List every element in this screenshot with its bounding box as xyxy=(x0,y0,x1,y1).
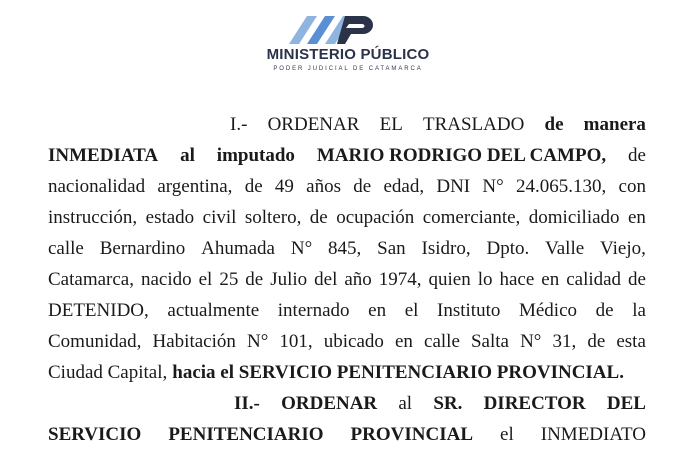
word: quien xyxy=(428,269,471,290)
word: del xyxy=(314,269,338,290)
word: II.- xyxy=(234,393,260,414)
word: Instituto xyxy=(437,300,501,321)
word: Julio xyxy=(270,269,308,290)
word: PENITENCIARIO xyxy=(168,424,324,445)
word: internado xyxy=(277,300,350,321)
word: 1974, xyxy=(378,269,422,290)
word: instrucción, xyxy=(48,207,138,228)
word: manera xyxy=(583,114,646,135)
word: Isidro, xyxy=(421,238,471,259)
paragraph-line xyxy=(48,388,646,419)
word: Habitación xyxy=(152,331,236,352)
word: hace xyxy=(499,269,535,290)
word: comerciante, xyxy=(422,207,521,228)
word: años xyxy=(306,176,341,197)
word: la xyxy=(632,300,646,321)
word: DETENIDO, xyxy=(48,300,149,321)
word: Ahumada xyxy=(201,238,275,259)
document-body xyxy=(48,109,646,450)
word: calle xyxy=(424,331,460,352)
word: N° xyxy=(520,331,542,352)
word: San xyxy=(377,238,406,259)
ministerio-publico-logo xyxy=(287,12,377,46)
word: estado xyxy=(145,207,195,228)
word: de xyxy=(544,114,564,135)
word: Ciudad Capital, xyxy=(48,362,168,383)
word: Comunidad, xyxy=(48,331,142,352)
word: 31, xyxy=(552,331,577,352)
word: Valle xyxy=(545,238,585,259)
word: el xyxy=(404,300,419,321)
word: INMEDIATA xyxy=(48,145,159,166)
word: Salta xyxy=(470,331,509,352)
word: actualmente xyxy=(167,300,260,321)
word: TRASLADO xyxy=(422,114,525,135)
word: DEL xyxy=(606,393,646,414)
word: Dpto. xyxy=(486,238,530,259)
word: EL xyxy=(379,114,403,135)
word: DIRECTOR xyxy=(483,393,586,414)
word: de xyxy=(628,145,646,166)
word: imputado xyxy=(216,145,295,166)
word: el xyxy=(198,269,213,290)
word: de xyxy=(587,331,606,352)
word: al xyxy=(398,393,413,414)
word: domiciliado xyxy=(528,207,620,228)
paragraph-line xyxy=(48,233,646,264)
word: argentina, xyxy=(157,176,233,197)
paragraph-line xyxy=(48,264,646,295)
org-name: MINISTERIO PÚBLICO xyxy=(266,46,430,63)
paragraph-line xyxy=(48,202,646,233)
word: al xyxy=(180,145,195,166)
paragraph-line xyxy=(48,171,646,202)
word: I.- xyxy=(230,114,248,135)
word: SR. xyxy=(433,393,463,414)
word: de xyxy=(353,176,372,197)
word: ORDENAR xyxy=(281,393,378,414)
word: de xyxy=(595,300,614,321)
word: en xyxy=(627,207,646,228)
word: ubicado xyxy=(323,331,384,352)
paragraph-line xyxy=(48,357,646,388)
word: calidad xyxy=(566,269,622,290)
word: N° xyxy=(290,238,313,259)
paragraph-line xyxy=(48,109,646,140)
word: de xyxy=(309,207,328,228)
paragraph-line xyxy=(48,140,646,171)
word: Catamarca, xyxy=(48,269,134,290)
word: con xyxy=(618,176,646,197)
word: nacionalidad xyxy=(48,176,146,197)
word: de xyxy=(245,269,264,290)
word: N° xyxy=(482,176,504,197)
word: nacido xyxy=(140,269,192,290)
word: de xyxy=(244,176,263,197)
word: Bernardino xyxy=(99,238,186,259)
word: 49 xyxy=(274,176,294,197)
word: 25 xyxy=(219,269,239,290)
word: N° xyxy=(246,331,269,352)
word: civil xyxy=(202,207,237,228)
word: Médico xyxy=(518,300,578,321)
word: PROVINCIAL xyxy=(350,424,473,445)
word: 24.065.130, xyxy=(516,176,607,197)
word: ORDENAR xyxy=(267,114,360,135)
defendant-name: MARIO RODRIGO DEL CAMPO, xyxy=(316,145,607,166)
word: de xyxy=(628,269,646,290)
word: lo xyxy=(477,269,493,290)
word: el xyxy=(500,424,514,445)
word: INMEDIATO xyxy=(540,424,646,445)
word: ocupación xyxy=(336,207,415,228)
word: DNI xyxy=(436,176,471,197)
word: soltero, xyxy=(244,207,302,228)
mp-logo-icon xyxy=(287,12,377,46)
paragraph-line xyxy=(48,295,646,326)
document-header xyxy=(0,0,696,80)
paragraph-line xyxy=(48,326,646,357)
word: esta xyxy=(616,331,646,352)
org-subtitle: PODER JUDICIAL DE CATAMARCA xyxy=(273,66,423,72)
word: en xyxy=(368,300,387,321)
destination-text: hacia el SERVICIO PENITENCIARIO PROVINCIAL. xyxy=(172,362,624,383)
word: edad, xyxy=(383,176,425,197)
word: 101, xyxy=(279,331,313,352)
paragraph-line xyxy=(48,419,646,450)
word: Viejo, xyxy=(600,238,646,259)
word: calle xyxy=(48,238,84,259)
word: en xyxy=(541,269,560,290)
word: SERVICIO xyxy=(48,424,142,445)
word: en xyxy=(394,331,413,352)
word: 845, xyxy=(328,238,362,259)
word: año xyxy=(344,269,372,290)
